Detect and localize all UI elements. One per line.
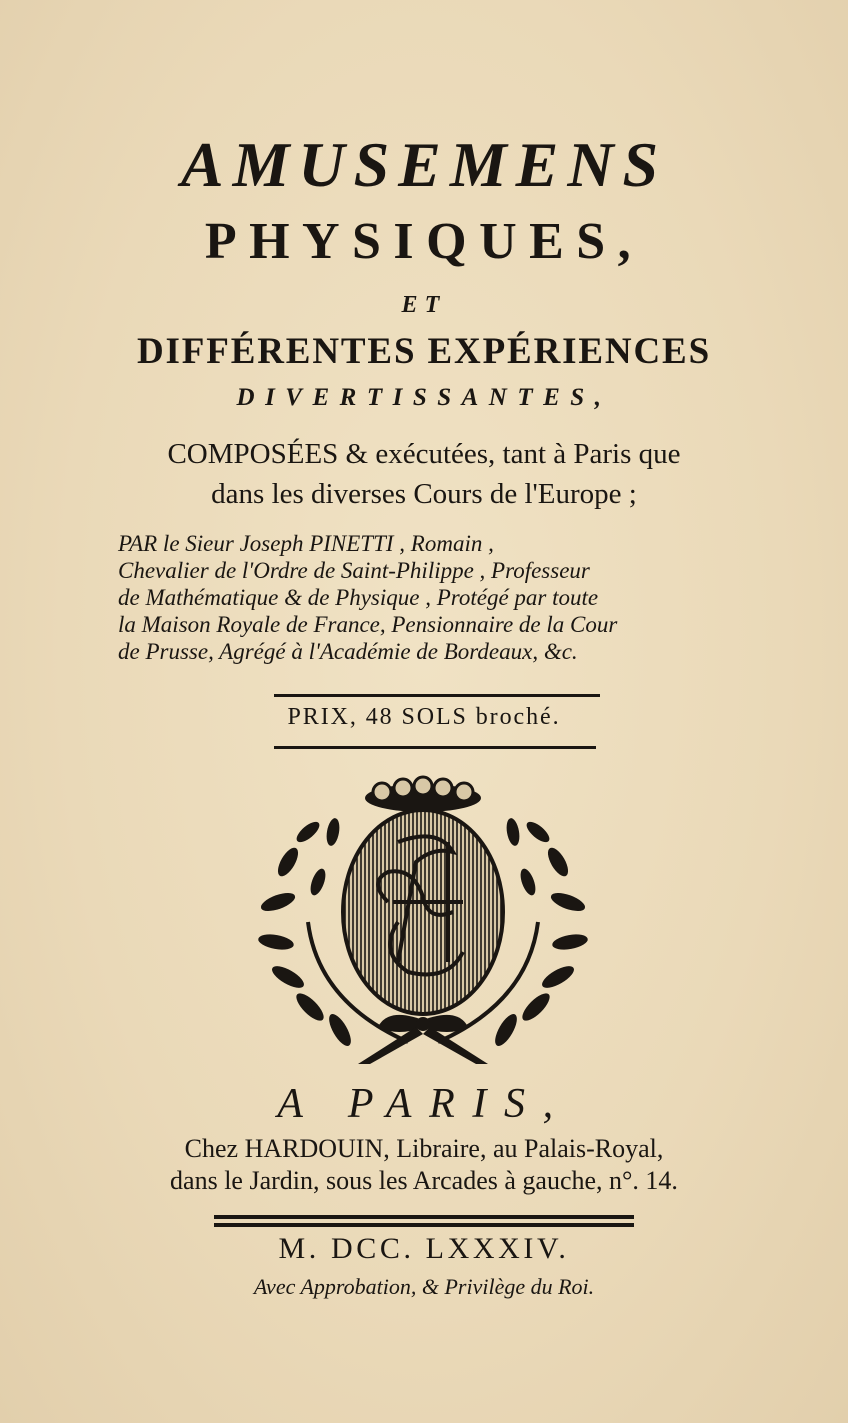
title-line-amusemens: AMUSEMENS <box>180 129 668 200</box>
double-rule-top <box>214 1215 634 1219</box>
price-line: PRIX, 48 SOLS broché. <box>287 704 561 730</box>
price-rule-top <box>274 694 600 697</box>
publisher-line-2: dans le Jardin, sous les Arcades à gauche, n°. 14. <box>170 1166 678 1195</box>
crown-icon <box>365 777 481 812</box>
ribbon-bow-icon <box>358 1015 488 1064</box>
price-rule-bottom <box>274 746 596 749</box>
author-line-5: de Prusse, Agrégé à l'Académie de Bordeaux, &c. <box>118 639 578 664</box>
title-line-divertissantes: DIVERTISSANTES, <box>236 384 612 411</box>
author-line-3: de Mathématique & de Physique , Protégé par toute <box>118 585 599 610</box>
author-line-1: PAR le Sieur Joseph PINETTI , Romain , <box>118 531 494 556</box>
title-line-experiences: DIFFÉRENTES EXPÉRIENCES <box>136 331 712 372</box>
publisher-line-1: Chez HARDOUIN, Libraire, au Palais-Royal, <box>184 1134 664 1163</box>
title-line-physiques: PHYSIQUES, <box>204 213 644 270</box>
author-line-4: la Maison Royale de France, Pensionnaire de la Cour <box>118 612 618 637</box>
title-line-et: ET <box>401 292 447 318</box>
author-block <box>118 530 730 665</box>
publisher-city: A PARIS, <box>277 1081 571 1127</box>
approval-line: Avec Approbation, & Privilège du Roi. <box>253 1274 595 1299</box>
publication-date: M. DCC. LXXXIV. <box>278 1232 570 1265</box>
author-line-2: Chevalier de l'Ordre de Saint-Philippe , Professeur <box>118 558 590 583</box>
double-rule-bottom <box>214 1223 634 1227</box>
subtitle-line-2: dans les diverses Cours de l'Europe ; <box>211 478 637 510</box>
royal-monogram-emblem <box>248 772 598 1068</box>
subtitle-line-1: COMPOSÉES & exécutées, tant à Paris que <box>167 438 681 470</box>
